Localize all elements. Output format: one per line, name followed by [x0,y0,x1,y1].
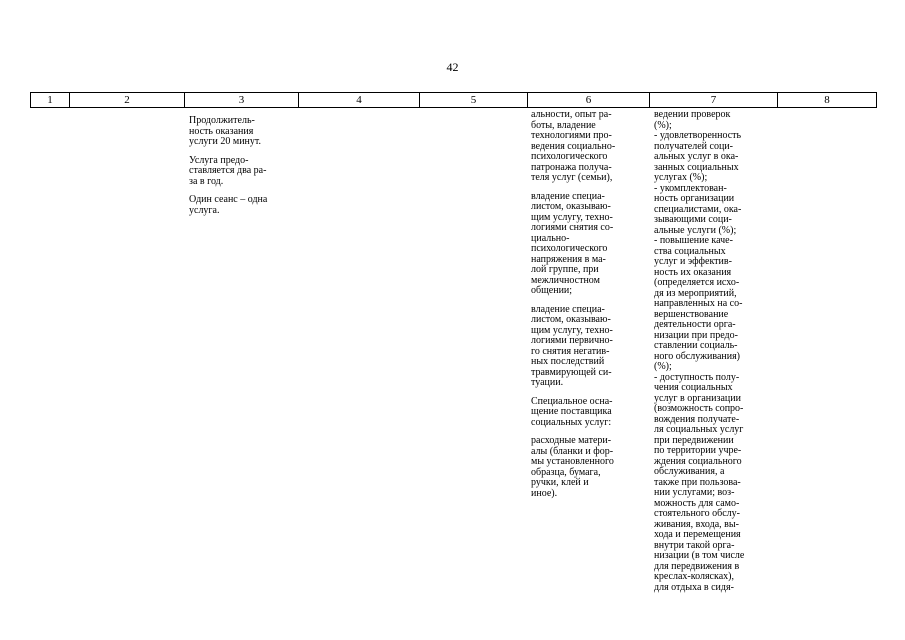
column-6-text [531,110,646,507]
page-number: 42 [446,60,459,74]
header-col-7: 7 [649,93,777,107]
duration-paragraph: Продолжитель- ность оказания услуги 20 минут. [189,115,262,147]
session-paragraph: Один сеанс – одна услуга. [189,194,268,216]
table-header-row [30,92,877,108]
quality-indicators-paragraph: ведении проверок (%); - удовлетворенность получателей соци- альных услуг в ока- занных социальных услугах (%); - укомплектован- ность организации специалистами, ока- зывающими соци- альные услуги (%); - повышение каче- ства социальных услуг и эффектив- ность их оказания (определяется исхо- дя из мероприятий, направленных на со- вершенствование деятельности орга- низации при предо- ставлении социаль- ного обслуживания) (%); - доступность полу- чения социальных услуг в организации (возможность сопро- вождения получате- ля социальных услуг при передвижении по территории учре- ждения социального обслуживания, а также при пользова- нии услугами; воз- можность для само- стоятельного обслу- живания, входа, вы- хода и перемещения внутри такой орга- низации (в том числе для передвижения в креслах-колясках), для отдыха в сидя- [654,109,745,593]
header-col-3: 3 [184,93,298,107]
header-col-8: 8 [777,93,876,107]
header-col-2: 2 [69,93,184,107]
frequency-paragraph: Услуга предо- ставляется два ра- за в год. [189,154,267,187]
header-col-4: 4 [298,93,419,107]
header-col-1: 1 [47,94,53,106]
consumables-paragraph: расходные матери- алы (бланки и фор- мы установленного образца, бумага, ручки, клей и иное). [531,435,614,499]
column-7-text [654,110,776,593]
equipment-paragraph: Специальное осна- щение поставщика социальных услуг: [531,395,613,428]
header-col-6: 6 [527,93,649,107]
trauma-paragraph: владение специа- листом, оказываю- щим услугу, техно- логиями первично- го снятия негатив- ных последствий травмирующей си- туации. [531,303,613,388]
stress-relief-paragraph: владение специа- листом, оказываю- щим услугу, техно- логиями снятия со- циально- психологического напряжения в ма- лой группе, при межличностном общении; [531,190,614,296]
column-3-text [189,116,299,224]
qualification-paragraph: альности, опыт ра- боты, владение технологиями про- ведения социально- психологического патронажа получа- теля услуг (семьи), [531,109,616,183]
header-col-5: 5 [419,93,527,107]
